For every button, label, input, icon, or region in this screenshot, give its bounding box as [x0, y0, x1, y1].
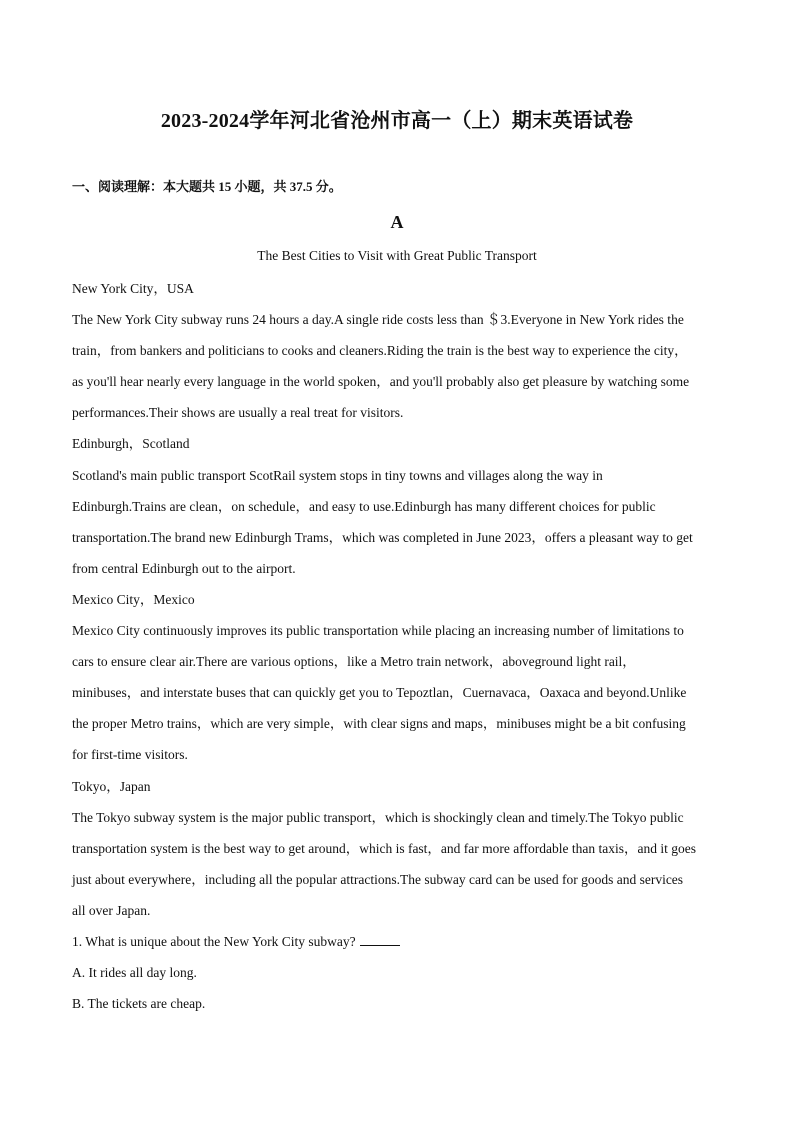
passage-title: The Best Cities to Visit with Great Public Transport [257, 248, 537, 263]
exam-title: 2023-2024学年河北省沧州市高一（上）期末英语试卷 [160, 110, 634, 132]
passage-line: as you'll hear nearly every language in the world spoken，and you'll probably also get pleasure by watching some [72, 374, 690, 390]
passage-line: transportation system is the best way to get around，which is fast，and far more affordable than taxis，and it goes [72, 840, 696, 856]
passage-line: The Tokyo subway system is the major public transport，which is shockingly clean and timely.The Tokyo public [72, 809, 684, 825]
passage-body [72, 278, 732, 1024]
city-heading-tokyo: Tokyo，Japan [72, 778, 151, 794]
question-1 [72, 931, 732, 962]
passage-line: just about everywhere，including all the popular attractions.The subway card can be used for goods and services [72, 871, 684, 887]
answer-blank[interactable] [360, 933, 400, 946]
passage-line: The New York City subway runs 24 hours a day.A single ride costs less than ＄3.Everyone in New York rides the [72, 312, 684, 328]
option-b[interactable]: B. The tickets are cheap. [72, 996, 206, 1012]
city-heading-edinburgh: Edinburgh，Scotland [72, 436, 190, 452]
passage-line: minibuses，and interstate buses that can quickly get you to Tepoztlan，Cuernavaca，Oaxaca and beyond.Unlike [72, 685, 687, 701]
passage-line: performances.Their shows are usually a real treat for visitors. [72, 405, 404, 421]
city-heading-new-york: New York City，USA [72, 281, 194, 296]
passage-line: Edinburgh.Trains are clean，on schedule，and easy to use.Edinburgh has many different choices for public [72, 498, 656, 514]
passage-line: all over Japan. [72, 902, 151, 918]
section-header: 一、阅读理解：本大题共 15 小题，共 37.5 分。 [72, 179, 342, 194]
passage-line: Scotland's main public transport ScotRail system stops in tiny towns and villages along the way in [72, 467, 603, 483]
passage-line: Mexico City continuously improves its public transportation while placing an increasing number of limitations to [72, 623, 684, 639]
question-text: 1. What is unique about the New York City subway? [72, 933, 356, 949]
passage-line: from central Edinburgh out to the airport. [72, 560, 296, 576]
passage-letter: A [390, 212, 404, 232]
passage-line: transportation.The brand new Edinburgh Trams，which was completed in June 2023，offers a pleasant way to get [72, 529, 693, 545]
city-heading-mexico-city: Mexico City，Mexico [72, 591, 195, 607]
passage-line: for first-time visitors. [72, 747, 188, 763]
passage-line: the proper Metro trains，which are very simple，with clear signs and maps，minibuses might be a bit confusing [72, 716, 686, 732]
passage-line: train，from bankers and politicians to cooks and cleaners.Riding the train is the best way to experience the city， [72, 343, 688, 359]
option-a[interactable]: A. It rides all day long. [72, 965, 197, 981]
passage-line: cars to ensure clear air.There are various options，like a Metro train network，aboveground light rail， [72, 654, 636, 670]
